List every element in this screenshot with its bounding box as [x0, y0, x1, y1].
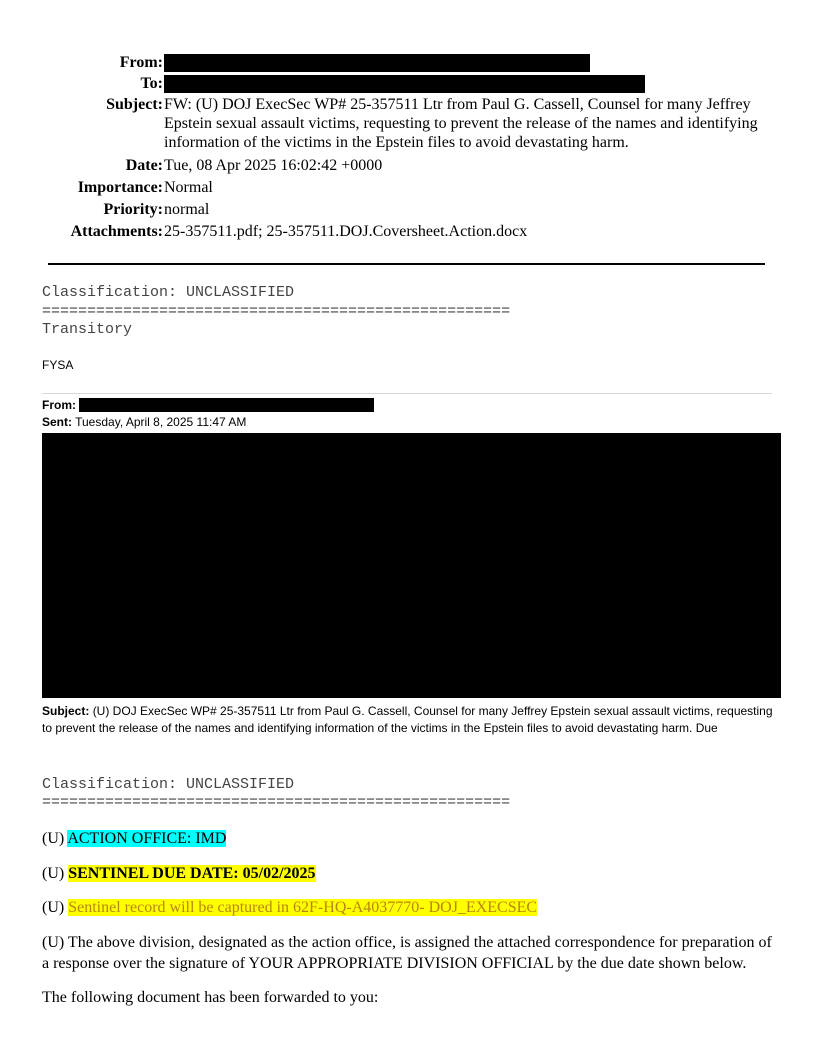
forwarded-subject-label: Subject: — [42, 704, 90, 718]
separator-line: ==================================================== — [42, 303, 511, 320]
forwarded-sent-label: Sent: — [42, 415, 72, 429]
sentinel-record-text: Sentinel record will be captured in 62F-HQ-A4037770- DOJ_EXECSEC — [68, 899, 538, 916]
from-label: From: — [119, 54, 163, 71]
subject-value: FW: (U) DOJ ExecSec WP# 25-357511 Ltr from Paul G. Cassell, Counsel for many Jeffrey Epstein sexual assault victims, requesting to prevent the release of the names and identifying information of the victims in the Epstein files to avoid devastating harm. — [164, 96, 758, 151]
forwarded-subject-value: (U) DOJ ExecSec WP# 25-357511 Ltr from Paul G. Cassell, Counsel for many Jeffrey Epstein sexual assault victims, requesting to prevent the release of the names and identifying information of the victims in the Epstein files to avoid devastating harm. Due — [42, 704, 773, 735]
assignment-paragraph: (U) The above division, designated as the action office, is assigned the attached correspondence for preparation of a response over the signature of YOUR APPROPRIATE DIVISION OFFICIAL by the due date shown below. — [42, 934, 772, 972]
redacted-to — [164, 75, 645, 93]
importance-label: Importance: — [77, 179, 163, 196]
to-label: To: — [140, 75, 163, 92]
redacted-forwarded-from — [79, 398, 374, 412]
due-date-line — [42, 863, 782, 884]
classification-line: Classification: UNCLASSIFIED — [42, 284, 295, 301]
redacted-from — [164, 54, 590, 72]
forwarded-sent-row — [42, 414, 246, 431]
priority-label: Priority: — [103, 201, 163, 218]
header-divider — [48, 263, 765, 265]
due-date-text: SENTINEL DUE DATE: 05/02/2025 — [68, 865, 316, 882]
forwarded-subject-row — [42, 703, 782, 737]
sentinel-record-line — [42, 897, 782, 918]
due-prefix: (U) — [42, 865, 69, 882]
classification-line-2: Classification: UNCLASSIFIED — [42, 776, 295, 793]
redacted-recipients-block — [42, 433, 781, 698]
sentinel-prefix: (U) — [42, 899, 69, 916]
importance-value: Normal — [164, 179, 213, 196]
priority-value: normal — [164, 201, 210, 218]
forwarded-from-row — [42, 397, 76, 414]
fysa-text: FYSA — [42, 358, 74, 372]
action-office-line — [42, 828, 782, 849]
forwarded-from-label: From: — [42, 398, 76, 412]
attachments-label: Attachments: — [70, 223, 163, 240]
date-label: Date: — [125, 157, 163, 174]
forward-divider — [42, 393, 772, 394]
transitory-line: Transitory — [42, 321, 133, 338]
action-office-text: ACTION OFFICE: IMD — [67, 830, 227, 847]
forwarded-sent-value: Tuesday, April 8, 2025 11:47 AM — [75, 415, 247, 429]
action-prefix: (U) — [42, 830, 68, 847]
attachments-value: 25-357511.pdf; 25-357511.DOJ.Coversheet.Action.docx — [164, 223, 528, 240]
forwarded-document-line: The following document has been forwarded to you: — [42, 989, 379, 1006]
date-value: Tue, 08 Apr 2025 16:02:42 +0000 — [164, 157, 383, 174]
subject-label: Subject: — [106, 96, 163, 113]
separator-line-2: ==================================================== — [42, 794, 511, 811]
